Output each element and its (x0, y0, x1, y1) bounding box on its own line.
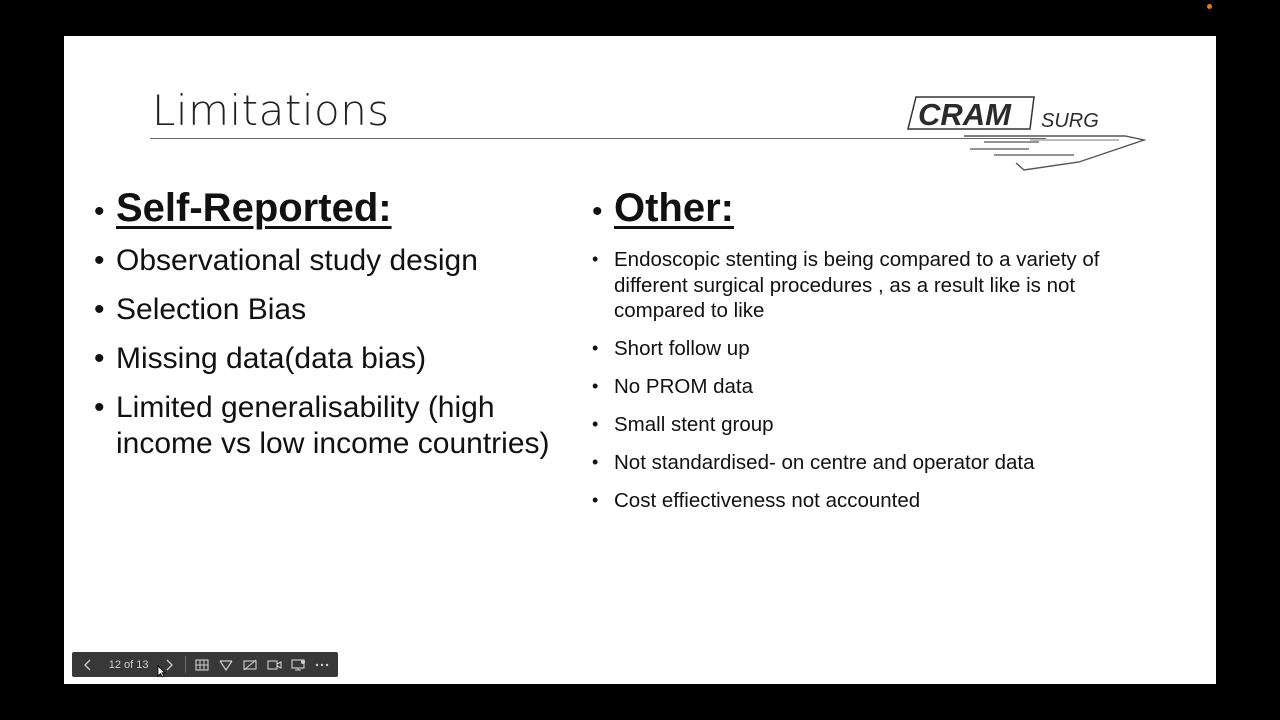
list-item: • Cost effiectiveness not accounted (592, 489, 921, 512)
logo-sub-text: SURG (1041, 110, 1099, 132)
see-all-slides-button[interactable] (190, 652, 214, 677)
right-column (592, 186, 1152, 526)
mouse-cursor-icon (157, 665, 166, 678)
list-item: • No PROM data (592, 375, 753, 398)
camera-button[interactable] (262, 652, 286, 677)
slide-canvas (64, 36, 1216, 684)
list-item: • Small stent group (592, 413, 774, 436)
list-item: • Selection Bias (94, 293, 307, 326)
display-settings-button[interactable] (286, 652, 310, 677)
recording-indicator (1207, 4, 1212, 9)
black-screen-button[interactable] (238, 652, 262, 677)
list-item: • Observational study design (94, 244, 478, 277)
camera-icon (267, 659, 282, 671)
cramsurg-logo (904, 91, 1149, 173)
left-bullet-list (94, 243, 564, 462)
left-heading: • Self-Reported: (94, 186, 392, 230)
chevron-left-icon (83, 659, 93, 671)
presenter-toolbar (72, 652, 338, 677)
list-item: • Limited generalisability (high income vs low income countries) (94, 391, 550, 460)
page-indicator: 12 of 13 (108, 658, 149, 671)
list-item: • Endoscopic stenting is being compared to a variety of different surgical procedures , as a result like is not compared to like (592, 248, 1100, 322)
right-heading: • Other: (592, 186, 734, 230)
more-icon (315, 663, 329, 667)
screen-share-icon (291, 659, 306, 671)
logo-main-text: CRAM (918, 97, 1011, 132)
grid-icon (195, 659, 209, 671)
right-bullet-list (592, 247, 1152, 514)
more-options-button[interactable] (310, 652, 334, 677)
list-item: • Missing data(data bias) (94, 342, 427, 375)
list-item: • Short follow up (592, 337, 750, 360)
prev-slide-button[interactable] (76, 652, 100, 677)
list-item: • Not standardised- on centre and operator data (592, 451, 1035, 474)
pen-icon (219, 659, 233, 671)
toolbar-separator (185, 656, 186, 673)
slide-title: Limitations (152, 86, 390, 135)
pen-tool-button[interactable] (214, 652, 238, 677)
hide-screen-icon (243, 659, 257, 671)
left-column (94, 186, 564, 475)
